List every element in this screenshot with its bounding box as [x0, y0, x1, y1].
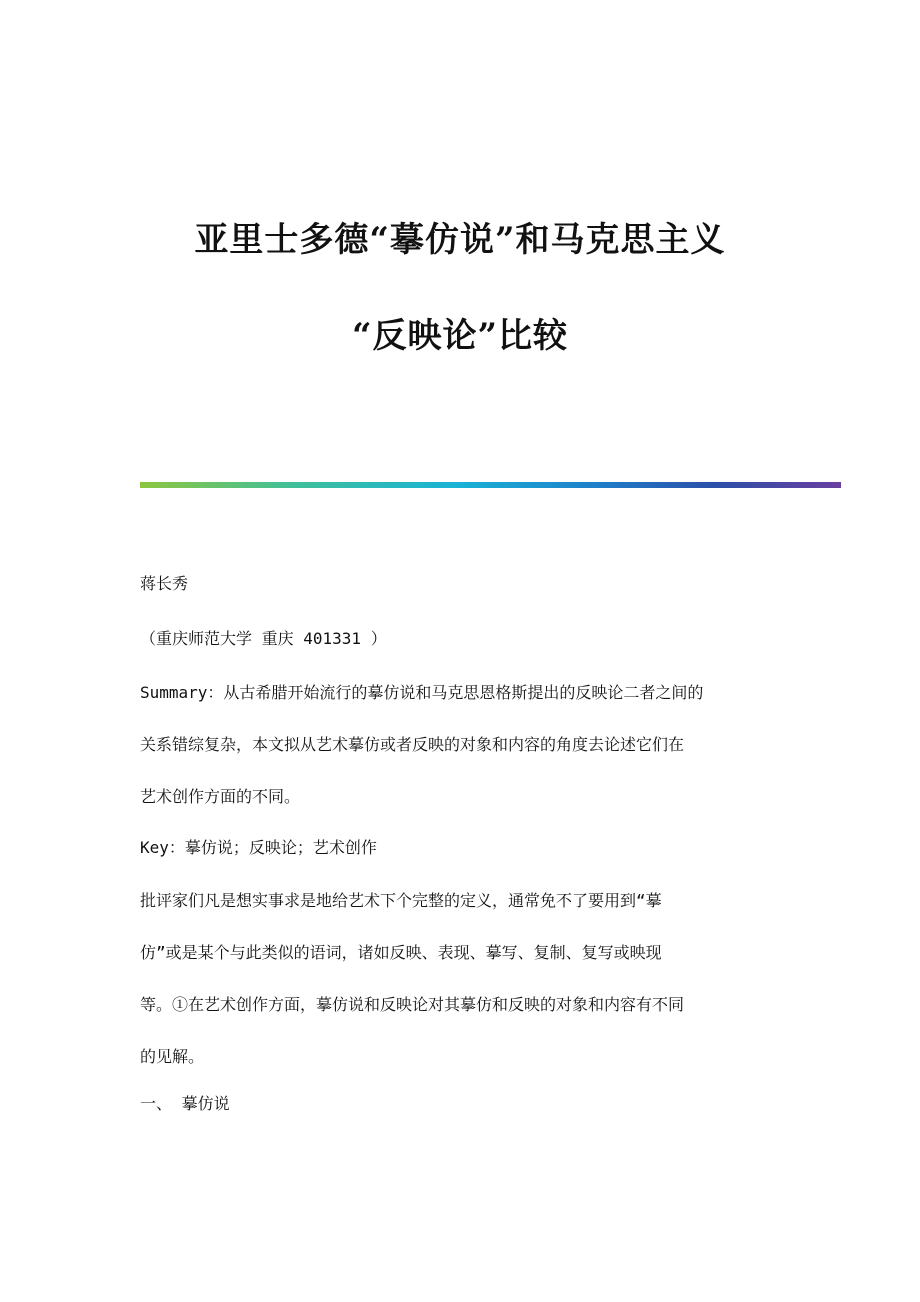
paragraph-line: 的见解。: [140, 1047, 205, 1066]
title-line-1: 亚里士多德“摹仿说”和马克思主义: [194, 220, 726, 260]
summary-line: 艺术创作方面的不同。: [140, 787, 301, 806]
paragraph-line: 等。①在艺术创作方面，摹仿说和反映论对其摹仿和反映的对象和内容有不同: [140, 995, 685, 1014]
title-line-2: “反映论”比较: [351, 316, 569, 356]
gradient-divider: [140, 482, 841, 488]
section-heading: 一、 摹仿说: [140, 1094, 230, 1113]
summary-block: [140, 681, 790, 837]
keywords: Key：摹仿说；反映论；艺术创作: [140, 838, 377, 857]
paragraph-line: 批评家们凡是想实事求是地给艺术下个完整的定义，通常免不了要用到“摹: [140, 891, 662, 910]
author-affiliation: （重庆师范大学 重庆 401331 ）: [140, 629, 387, 648]
summary-line: 关系错综复杂，本文拟从艺术摹仿或者反映的对象和内容的角度去论述它们在: [140, 735, 685, 754]
body-paragraph: [140, 889, 790, 1097]
paragraph-line: 仿”或是某个与此类似的语词，诸如反映、表现、摹写、复制、复写或映现: [140, 943, 662, 962]
summary-line: Summary：从古希腊开始流行的摹仿说和马克思恩格斯提出的反映论二者之间的: [140, 683, 704, 702]
author-name: 蒋长秀: [140, 574, 189, 593]
